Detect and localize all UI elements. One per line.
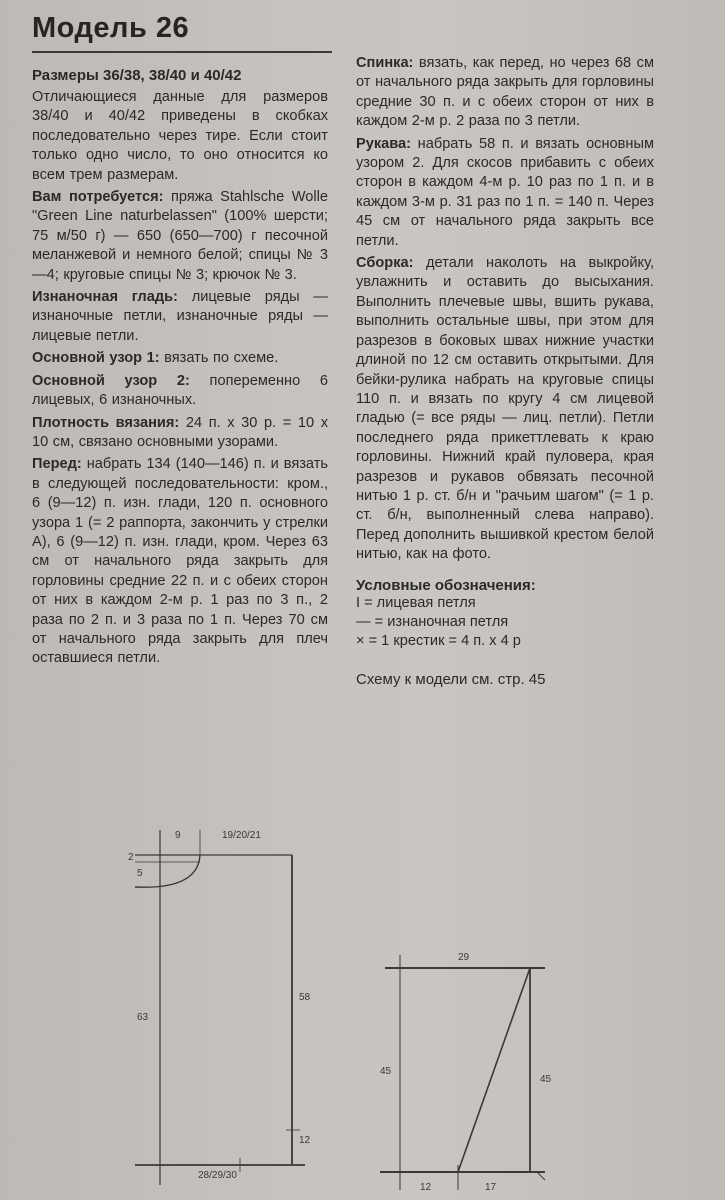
gauge-text: 24 п. х 30 р. = 10 х 10 см, связано основными узорами.: [32, 414, 329, 450]
body-label-neck-width: 9: [175, 830, 181, 841]
page-title: Модель 26: [32, 12, 190, 44]
sizes-heading: Размеры 36/38, 38/40 и 40/42: [32, 67, 242, 84]
legend-item-knit: I = лицевая петля: [356, 594, 476, 611]
chart-reference: Схему к модели см. стр. 45: [356, 670, 546, 688]
back-text: вязать, как перед, но через 68 см от начального ряда закрыть для горловины средние 30 п. и с обеих сторон от них в каждом 2-м р. 2 раза по 3 петли.: [356, 55, 654, 130]
assembly-label: Сборка:: [356, 255, 414, 272]
body-label-slit: 12: [299, 1135, 311, 1146]
sleeve-corner-mark: [537, 1172, 545, 1180]
body-label-neck-drop-front: 5: [137, 868, 143, 879]
pattern1-label: Основной узор 1:: [32, 350, 160, 367]
materials-label: Вам потребуется:: [32, 189, 164, 206]
legend-title: Условные обозначения:: [356, 576, 536, 594]
sleeves-label: Рукава:: [356, 135, 412, 152]
sleeve-label-left-length: 45: [380, 1066, 392, 1077]
materials-text: пряжа Stahlsche Wolle "Green Line naturbelassen" (100% шерсти; 75 м/50 г) — 650 (650—700) г песочной меланжевой и немного белой; спицы № 3—4; круговые спицы № 3; крючок № 3.: [32, 189, 328, 283]
reverse-stockinette-label: Изнаночная гладь:: [32, 289, 178, 306]
body-schematic: [135, 830, 305, 1185]
assembly-text: детали наколоть на выкройку, увлажнить и оставить до высыхания. Выполнить плечевые швы, вшить рукава, выполнить остальные швы, при этом для разрезов в боковых швах нижние участки длиной по 12 см оставить открытыми. Для бейки-рулика набрать на круговые спицы 110 п. и вязать по кругу 4 см лицевой гладью (= все ряды — лиц. петли). Петли последнего ряда прикеттлевать к краю горловины. Нижний край пуловера, края разрезов и рукавов обвязать песочной нитью 1 р. ст. б/н и "рачьим шагом" (= 1 р. ст. б/н, выполненный слева направо). Перед дополнить вышивкой крестом белой нитью, как на фото.: [356, 255, 654, 563]
gauge-label: Плотность вязания:: [32, 414, 180, 431]
sleeve-slope-line: [458, 968, 530, 1172]
body-label-shoulder-width: 19/20/21: [222, 830, 261, 841]
legend-item-purl: — = изнаночная петля: [356, 613, 509, 630]
reverse-stockinette-text: лицевые ряды — изнаночные петли, изнаночные ряды — лицевые петли.: [32, 289, 328, 344]
front-label: Перед:: [32, 456, 82, 473]
body-label-total-length: 63: [137, 1012, 149, 1023]
sleeve-label-top-width: 29: [458, 952, 470, 963]
legend-item-cross: × = 1 крестик = 4 п. х 4 р: [356, 632, 521, 649]
sleeve-label-bottom-left: 12: [420, 1182, 432, 1193]
sleeve-schematic: [380, 955, 545, 1190]
body-front-neck-curve: [135, 855, 200, 887]
sleeves-text: набрать 58 п. и вязать основным узором 2. Для скосов прибавить с обеих сторон в каждом 4-м р. 10 раз по 1 п. и в каждом 3-м р. 31 раз по 1 п. = 140 п. Через 45 см от начального ряда закрыть все петли.: [356, 135, 654, 249]
sleeve-label-bottom-right: 17: [485, 1182, 497, 1193]
intro-text: Отличающиеся данные для размеров 38/40 и 40/42 приведены в скобках последовательно через тире. Если стоит только одно число, то оно относится ко всем трем размерам.: [32, 89, 328, 183]
back-label: Спинка:: [356, 55, 414, 71]
body-label-side-length: 58: [299, 992, 311, 1003]
pattern1-text: вязать по схеме.: [164, 350, 279, 367]
body-label-bottom-width: 28/29/30: [198, 1170, 237, 1181]
pattern2-text: попеременно 6 лицевых, 6 изнаночных.: [32, 372, 328, 409]
pattern2-label: Основной узор 2:: [32, 372, 190, 389]
sleeve-label-right-length: 45: [540, 1074, 552, 1085]
front-text: набрать 134 (140—146) п. и вязать в следующей последовательности: кром., 6 (9—12) п. изн. глади, 120 п. основного узора 1 (= 2 раппорта, закончить у стрелки А), 6 (9—12) п. изн. глади, кром. Через 63 см от начального ряда закрыть для горловины средние 22 п. и с обеих сторон от них в каждом 2-м р. 1 раз по 3 п., 2 раза по 2 п. и 3 раза по 1 п. Через 70 см от начального ряда закрыть для плеч оставшиеся петли.: [32, 456, 328, 667]
body-label-neck-drop-back: 2: [128, 852, 134, 863]
